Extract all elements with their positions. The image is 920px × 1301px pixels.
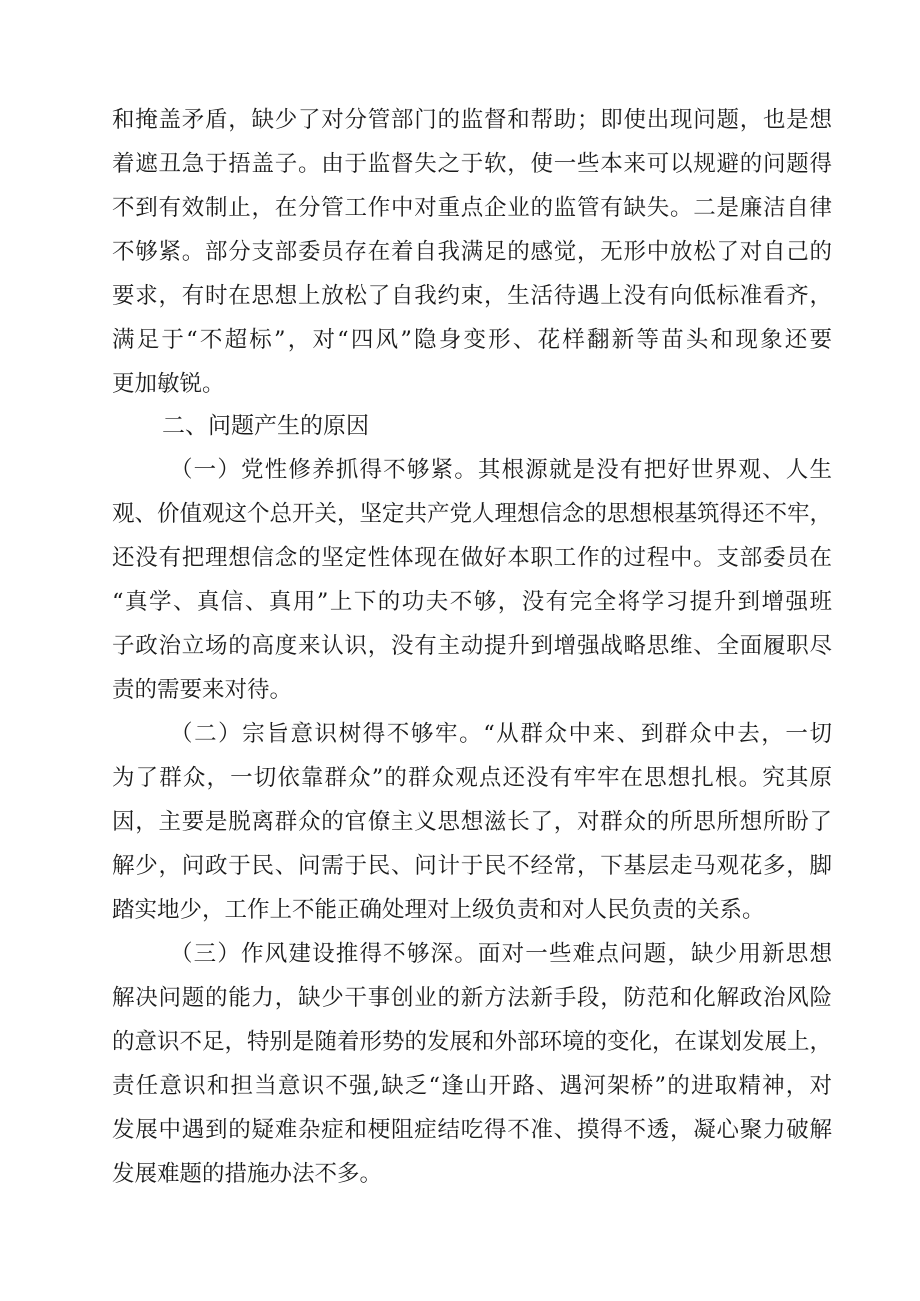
text-line: （二）宗旨意识树得不够牢。“从群众中来、到群众中去，一切 bbox=[170, 721, 832, 747]
text-line: 发展中遇到的疑难杂症和梗阻症结吃得不准、摸得不透，凝心聚力破解 bbox=[112, 1117, 832, 1143]
text-line: 责的需要来对待。 bbox=[112, 677, 293, 703]
text-line: 因，主要是脱离群众的官僚主义思想滋长了，对群众的所思所想所盼了 bbox=[112, 809, 832, 835]
text-line: 责任意识和担当意识不强,缺乏“逢山开路、遇河架桥”的进取精神，对 bbox=[112, 1073, 832, 1099]
text-line: 解决问题的能力，缺少干事创业的新方法新手段，防范和化解政治风险 bbox=[112, 985, 832, 1011]
text-line: 观、价值观这个总开关，坚定共产党人理想信念的思想根基筑得还不牢， bbox=[112, 501, 833, 527]
text-line: 的意识不足，特别是随着形势的发展和外部环境的变化，在谋划发展上， bbox=[112, 1029, 833, 1055]
section-heading: 二、问题产生的原因 bbox=[162, 413, 369, 439]
text-line: 着遮丑急于捂盖子。由于监督失之于软，使一些本来可以规避的问题得 bbox=[112, 151, 832, 177]
text-line: （三）作风建设推得不够深。面对一些难点问题，缺少用新思想 bbox=[170, 941, 832, 967]
text-line: 为了群众，一切依靠群众”的群众观点还没有牢牢在思想扎根。究其原 bbox=[112, 765, 832, 791]
text-line: 要求，有时在思想上放松了自我约束，生活待遇上没有向低标准看齐， bbox=[112, 283, 832, 309]
text-line: 发展难题的措施办法不多。 bbox=[112, 1161, 383, 1187]
text-line: 更加敏锐。 bbox=[112, 371, 225, 397]
text-line: “真学、真信、真用”上下的功夫不够，没有完全将学习提升到增强班 bbox=[112, 589, 832, 615]
text-line: 子政治立场的高度来认识，没有主动提升到增强战略思维、全面履职尽 bbox=[112, 633, 832, 659]
text-line: 还没有把理想信念的坚定性体现在做好本职工作的过程中。支部委员在 bbox=[112, 545, 832, 571]
text-line: 不够紧。部分支部委员存在着自我满足的感觉，无形中放松了对自己的 bbox=[112, 239, 832, 265]
text-line: 和掩盖矛盾，缺少了对分管部门的监督和帮助；即使出现问题，也是想 bbox=[112, 107, 832, 133]
text-line: 满足于“不超标”，对“四风”隐身变形、花样翻新等苗头和现象还要 bbox=[112, 327, 832, 353]
text-line: （一）党性修养抓得不够紧。其根源就是没有把好世界观、人生 bbox=[170, 457, 832, 483]
text-line: 解少，问政于民、问需于民、问计于民不经常，下基层走马观花多，脚 bbox=[112, 853, 832, 879]
text-line: 踏实地少，工作上不能正确处理对上级负责和对人民负责的关系。 bbox=[112, 897, 765, 923]
text-line: 不到有效制止，在分管工作中对重点企业的监管有缺失。二是廉洁自律 bbox=[112, 195, 832, 221]
